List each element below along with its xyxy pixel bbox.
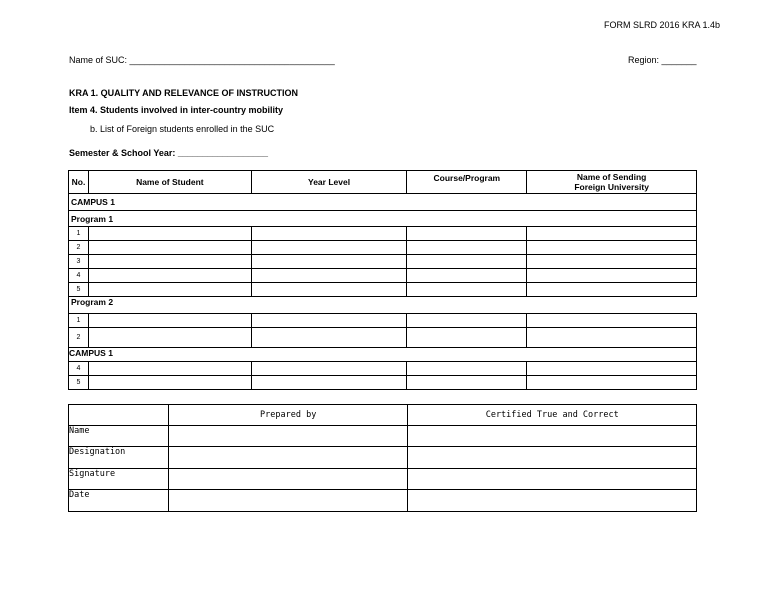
year-level-cell[interactable] xyxy=(251,227,407,241)
certified-label: Certified True and Correct xyxy=(408,405,697,426)
student-name-cell[interactable] xyxy=(88,241,251,255)
student-name-cell[interactable] xyxy=(88,328,251,348)
program-label: Program 2 xyxy=(69,297,697,314)
sending-line1: Name of Sending xyxy=(576,172,647,182)
course-cell[interactable] xyxy=(407,362,527,376)
student-name-cell[interactable] xyxy=(88,269,251,283)
year-level-cell[interactable] xyxy=(251,376,407,390)
table-row xyxy=(69,283,697,297)
university-cell[interactable] xyxy=(527,314,697,328)
year-level-cell[interactable] xyxy=(251,328,407,348)
name-of-suc-field: Name of SUC: _________________________________________ xyxy=(69,55,335,65)
campus-label: CAMPUS 1 xyxy=(69,348,697,362)
campus-label: CAMPUS 1 xyxy=(69,194,697,211)
row-number: 3 xyxy=(69,255,89,269)
certified-designation-cell[interactable] xyxy=(408,447,697,469)
semester-field: Semester & School Year: __________________ xyxy=(69,148,268,158)
course-cell[interactable] xyxy=(407,314,527,328)
prepared-by-label: Prepared by xyxy=(168,405,408,426)
row-number: 2 xyxy=(69,241,89,255)
table-row xyxy=(69,255,697,269)
year-level-cell[interactable] xyxy=(251,314,407,328)
student-name-cell[interactable] xyxy=(88,227,251,241)
course-cell[interactable] xyxy=(407,227,527,241)
university-cell[interactable] xyxy=(527,362,697,376)
course-cell[interactable] xyxy=(407,255,527,269)
table-row xyxy=(69,376,697,390)
course-cell[interactable] xyxy=(407,376,527,390)
course-cell[interactable] xyxy=(407,241,527,255)
student-name-cell[interactable] xyxy=(88,362,251,376)
signature-row xyxy=(69,490,697,512)
row-number: 4 xyxy=(69,269,89,283)
course-cell[interactable] xyxy=(407,328,527,348)
row-number: 2 xyxy=(69,328,89,348)
col-header-year-level: Year Level xyxy=(251,171,407,194)
year-level-cell[interactable] xyxy=(251,269,407,283)
table-row xyxy=(69,269,697,283)
university-cell[interactable] xyxy=(527,376,697,390)
row-label-designation: Designation xyxy=(69,447,169,469)
table-row xyxy=(69,227,697,241)
certified-date-cell[interactable] xyxy=(408,490,697,512)
year-level-cell[interactable] xyxy=(251,283,407,297)
table-row xyxy=(69,241,697,255)
row-label-name: Name xyxy=(69,426,169,447)
row-number: 5 xyxy=(69,283,89,297)
row-label-signature: Signature xyxy=(69,469,169,490)
student-name-cell[interactable] xyxy=(88,314,251,328)
prepared-by-date-cell[interactable] xyxy=(168,490,408,512)
region-field: Region: _______ xyxy=(628,55,697,65)
table-row xyxy=(69,328,697,348)
sending-line2: Foreign University xyxy=(574,182,649,192)
certified-name-cell[interactable] xyxy=(408,426,697,447)
signature-header-row xyxy=(69,405,697,426)
table-row xyxy=(69,314,697,328)
form-code: FORM SLRD 2016 KRA 1.4b xyxy=(604,20,721,30)
row-label-date: Date xyxy=(69,490,169,512)
col-header-no: No. xyxy=(69,171,89,194)
university-cell[interactable] xyxy=(527,269,697,283)
row-number: 1 xyxy=(69,314,89,328)
item-title: Item 4. Students involved in inter-country mobility xyxy=(69,105,284,115)
signature-row xyxy=(69,469,697,490)
year-level-cell[interactable] xyxy=(251,362,407,376)
university-cell[interactable] xyxy=(527,255,697,269)
year-level-cell[interactable] xyxy=(251,255,407,269)
col-header-course: Course/Program xyxy=(407,171,527,194)
university-cell[interactable] xyxy=(527,283,697,297)
year-level-cell[interactable] xyxy=(251,241,407,255)
course-cell[interactable] xyxy=(407,283,527,297)
university-cell[interactable] xyxy=(527,227,697,241)
signature-row xyxy=(69,447,697,469)
prepared-by-designation-cell[interactable] xyxy=(168,447,408,469)
prepared-by-signature-cell[interactable] xyxy=(168,469,408,490)
student-name-cell[interactable] xyxy=(88,376,251,390)
row-number: 1 xyxy=(69,227,89,241)
program-label: Program 1 xyxy=(69,211,697,227)
certified-signature-cell[interactable] xyxy=(408,469,697,490)
student-name-cell[interactable] xyxy=(88,283,251,297)
course-cell[interactable] xyxy=(407,269,527,283)
kra-title: KRA 1. QUALITY AND RELEVANCE OF INSTRUCTION xyxy=(69,88,299,98)
university-cell[interactable] xyxy=(527,328,697,348)
table-header-row xyxy=(69,171,697,194)
prepared-by-name-cell[interactable] xyxy=(168,426,408,447)
row-number: 4 xyxy=(69,362,89,376)
col-header-sending-university xyxy=(527,171,697,194)
university-cell[interactable] xyxy=(527,241,697,255)
signature-table xyxy=(68,404,697,512)
student-table xyxy=(68,170,697,390)
signature-row xyxy=(69,426,697,447)
signature-header-blank xyxy=(69,405,169,426)
col-header-name: Name of Student xyxy=(88,171,251,194)
student-name-cell[interactable] xyxy=(88,255,251,269)
table-row xyxy=(69,362,697,376)
sub-item: b. List of Foreign students enrolled in the SUC xyxy=(90,124,275,134)
row-number: 5 xyxy=(69,376,89,390)
